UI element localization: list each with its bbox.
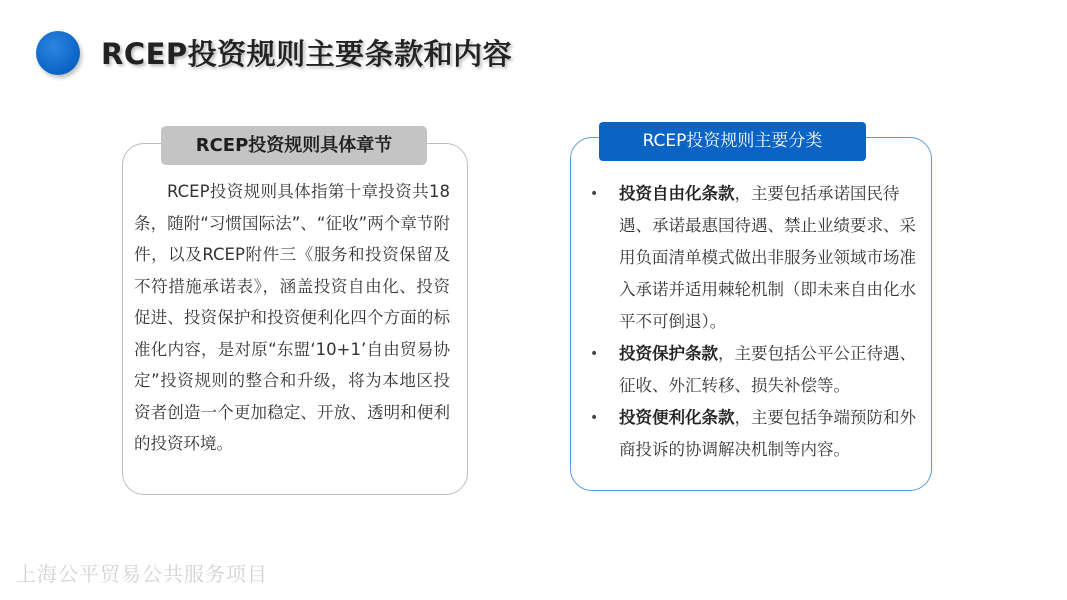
item-heading: 投资便利化条款: [619, 408, 735, 427]
bullet-icon: •: [590, 186, 599, 202]
item-heading: 投资自由化条款: [619, 184, 735, 203]
title-bullet-dot: [36, 31, 80, 75]
main-categories-list: [590, 178, 920, 466]
list-item-investment-liberalization: [590, 178, 920, 338]
page-title: RCEP投资规则主要条款和内容: [101, 37, 513, 71]
list-item-investment-protection: [590, 338, 920, 402]
item-heading: 投资保护条款: [619, 344, 718, 363]
item-text: ，主要包括公平公正待遇、征收、外汇转移、损失补偿等。: [619, 344, 916, 395]
item-text: ，主要包括承诺国民待遇、承诺最惠国待遇、禁止业绩要求、采用负面清单模式做出非服务业领域市场准入承诺并适用棘轮机制（即未来自由化水平不可倒退）。: [619, 184, 916, 331]
main-categories-tab: RCEP投资规则主要分类: [599, 122, 866, 161]
footer-watermark: 上海公平贸易公共服务项目: [16, 562, 268, 586]
item-text: ，主要包括争端预防和外商投诉的协调解决机制等内容。: [619, 408, 916, 459]
specific-chapters-text: RCEP投资规则具体指第十章投资共18条，随附“习惯国际法”、“征收”两个章节附件，以及RCEP附件三《服务和投资保留及不符措施承诺表》，涵盖投资自由化、投资促进、投资保护和投资便利化四个方面的标准化内容，是对原“东盟‘10+1’自由贸易协定”投资规则的整合和升级，将为本地区投资者创造一个更加稳定、开放、透明和便利的投资环境。: [134, 182, 450, 453]
list-item-investment-facilitation: [590, 402, 920, 466]
bullet-icon: •: [590, 346, 599, 362]
bullet-icon: •: [590, 410, 599, 426]
specific-chapters-tab: RCEP投资规则具体章节: [161, 126, 427, 165]
